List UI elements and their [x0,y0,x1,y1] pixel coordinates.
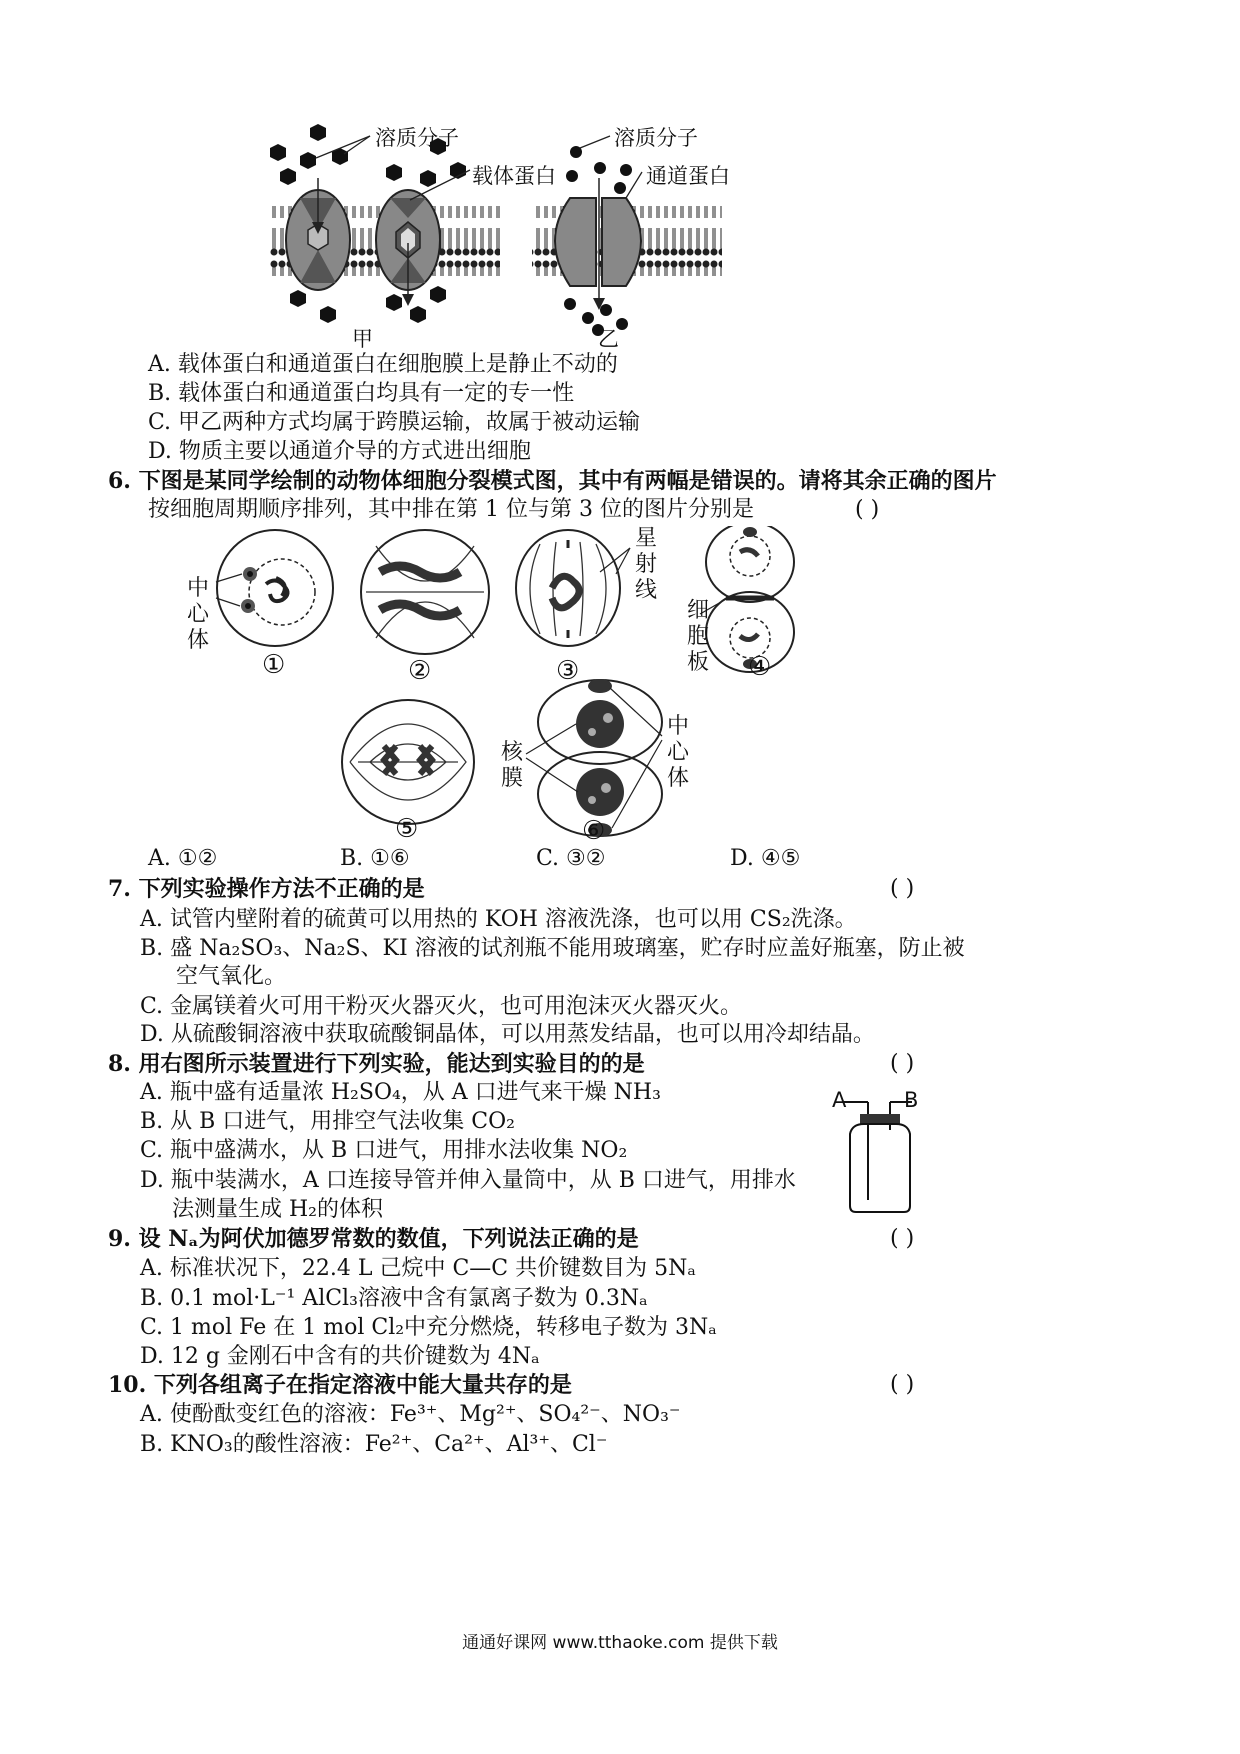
q8-answer-paren: ( ) [890,1051,915,1076]
q7-option-d: D. 从硫酸铜溶液中获取硫酸铜晶体，可以用蒸发结晶，也可以用冷却结晶。 [140,1022,875,1047]
q9-answer-paren: ( ) [890,1226,915,1251]
q6-option-b: B. ①⑥ [340,846,410,871]
q8-option-b: B. 从 B 口进气，用排空气法收集 CO₂ [140,1109,515,1134]
q10-stem: 10. 下列各组离子在指定溶液中能大量共存的是 [108,1372,572,1398]
q10-answer-paren: ( ) [890,1372,915,1397]
q9-option-a: A. 标准状况下，22.4 L 己烷中 C—C 共价键数目为 5Nₐ [140,1256,696,1281]
caption-yi: 乙 [598,327,619,351]
caption-jia: 甲 [352,327,373,351]
q5-option-b: B. 载体蛋白和通道蛋白均具有一定的专一性 [148,381,575,406]
q7-option-a: A. 试管内壁附着的硫黄可以用热的 KOH 溶液洗涤，也可以用 CS₂洗涤。 [140,907,857,932]
solute-label-right: 溶质分子 [614,126,698,150]
q5-option-d: D. 物质主要以通道介导的方式进出细胞 [148,439,531,464]
channel-protein-label: 通道蛋白 [646,164,730,188]
q9-option-b: B. 0.1 mol·L⁻¹ AlCl₃溶液中含有氯离子数为 0.3Nₐ [140,1286,648,1311]
cell-division-figure [180,526,820,846]
q7-answer-paren: ( ) [890,876,915,901]
label-centrosome: 中心体 [186,576,209,653]
q7-option-c: C. 金属镁着火可用干粉灭火器灭火，也可用泡沫灭火器灭火。 [140,994,743,1019]
q6-option-c: C. ③② [536,846,606,871]
carrier-protein-2 [376,190,440,300]
q5-option-a: A. 载体蛋白和通道蛋白在细胞膜上是静止不动的 [148,352,618,377]
q9-stem: 9. 设 Nₐ为阿伏加德罗常数的数值，下列说法正确的是 [108,1226,639,1252]
fig-number-4: ④ [748,652,772,682]
gas-bottle-apparatus [830,1090,950,1220]
q6-stem-line2: 按细胞周期顺序排列，其中排在第 1 位与第 3 位的图片分别是 [148,497,754,522]
q9-option-c: C. 1 mol Fe 在 1 mol Cl₂中充分燃烧，转移电子数为 3Nₐ [140,1315,717,1340]
q10-option-b: B. KNO₃的酸性溶液：Fe²⁺、Ca²⁺、Al³⁺、Cl⁻ [140,1432,608,1457]
q5-option-c: C. 甲乙两种方式均属于跨膜运输，故属于被动运输 [148,410,641,435]
fig-number-2: ② [408,656,432,686]
q8-option-d-cont: 法测量生成 H₂的体积 [172,1197,383,1222]
q6-stem-line1: 6. 下图是某同学绘制的动物体细胞分裂模式图，其中有两幅是错误的。请将其余正确的图片 [108,468,997,494]
q7-stem: 7. 下列实验操作方法不正确的是 [108,876,425,902]
footer-source: 通通好课网 www.tthaoke.com 提供下载 [462,1633,778,1653]
fig-number-6: ⑥ [582,816,606,846]
q8-option-c: C. 瓶中盛满水，从 B 口进气，用排水法收集 NO₂ [140,1138,628,1163]
port-b-label: B [904,1088,919,1112]
fig-number-5: ⑤ [395,814,419,844]
q8-option-d: D. 瓶中装满水，A 口连接导管并伸入量筒中，从 B 口进气，用排水 [140,1168,796,1193]
label-nuclear-membrane: 核膜 [500,740,523,791]
q6-option-d: D. ④⑤ [730,846,801,871]
q10-option-a: A. 使酚酞变红色的溶液：Fe³⁺、Mg²⁺、SO₄²⁻、NO₃⁻ [140,1402,681,1427]
port-a-label: A [832,1088,847,1112]
q8-stem: 8. 用右图所示装置进行下列实验，能达到实验目的的是 [108,1051,645,1077]
fig-number-3: ③ [556,656,580,686]
label-centrosome-2: 中心体 [666,714,689,791]
label-cell-plate: 细胞板 [686,598,709,675]
q7-option-b-cont: 空气氧化。 [176,964,287,989]
q7-option-b: B. 盛 Na₂SO₃、Na₂S、KI 溶液的试剂瓶不能用玻璃塞，贮存时应盖好瓶塞，防止被 [140,936,965,961]
carrier-protein-label: 载体蛋白 [472,164,556,188]
carrier-protein-1 [286,178,350,290]
q8-option-a: A. 瓶中盛有适量浓 H₂SO₄，从 A 口进气来干燥 NH₃ [140,1080,661,1105]
fig-number-1: ① [262,650,286,680]
q6-option-a: A. ①② [148,846,218,871]
solute-label-left: 溶质分子 [375,126,459,150]
label-aster: 星射线 [634,526,657,603]
q9-option-d: D. 12 g 金刚石中含有的共价键数为 4Nₐ [140,1344,540,1369]
q6-answer-paren: ( ) [855,497,880,522]
